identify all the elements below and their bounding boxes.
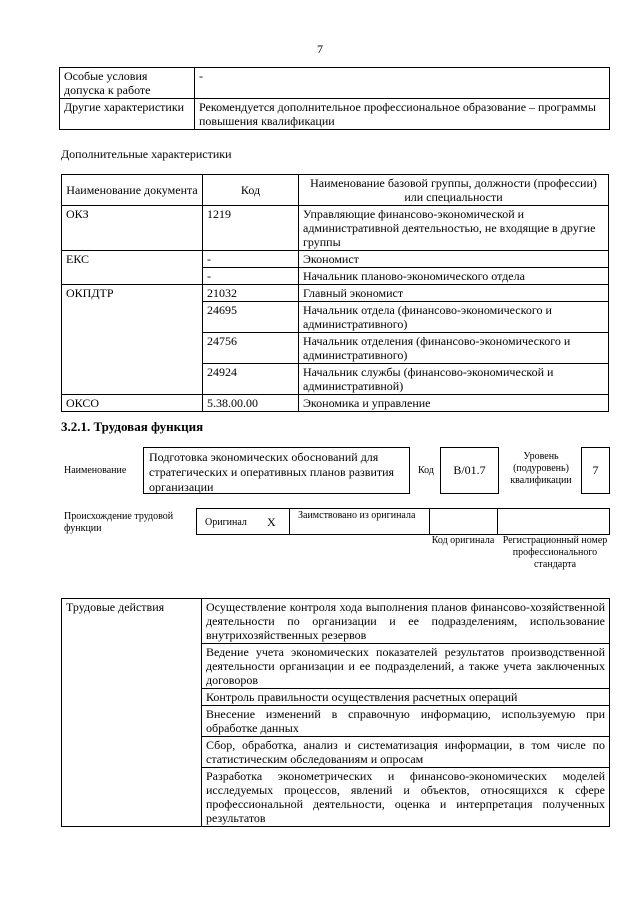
code-cell: 21032 bbox=[203, 285, 299, 302]
function-name-label: Наименование bbox=[64, 465, 127, 476]
action-item: Внесение изменений в справочную информацию, используемую при обработке данных bbox=[202, 706, 610, 737]
action-item: Разработка эконометрических и финансово-экономических моделей исследуемых процессов, явлений и объектов, относящихся к сфере профессиональной деятельности, оценка и интерпретация полученных результатов bbox=[202, 768, 610, 827]
row-label: Особые условия допуска к работе bbox=[60, 68, 195, 99]
name-cell: Главный экономист bbox=[299, 285, 609, 302]
function-level-value: 7 bbox=[581, 447, 610, 494]
table-row bbox=[60, 68, 610, 99]
original-label: Оригинал bbox=[205, 517, 247, 528]
conditions-table bbox=[59, 67, 610, 130]
name-cell: Начальник отделения (финансово-экономического и административного) bbox=[299, 333, 609, 364]
table-row bbox=[62, 599, 610, 644]
table-header-row bbox=[62, 175, 609, 206]
doc-cell: ОКСО bbox=[62, 395, 203, 412]
function-code-label: Код bbox=[418, 465, 434, 476]
name-cell: Управляющие финансово-экономической и административной деятельностью, не входящие в другие группы bbox=[299, 206, 609, 251]
origin-divider bbox=[429, 509, 430, 534]
row-label: Другие характеристики bbox=[60, 99, 195, 130]
code-cell: 1219 bbox=[203, 206, 299, 251]
doc-cell: ОКПДТР bbox=[62, 285, 203, 395]
table-row bbox=[62, 285, 609, 302]
actions-table bbox=[61, 598, 610, 827]
header-name: Наименование базовой группы, должности (профессии) или специальности bbox=[299, 175, 609, 206]
name-cell: Начальник планово-экономического отдела bbox=[299, 268, 609, 285]
origin-box bbox=[196, 508, 610, 535]
reg-caption: Регистрационный номер профессионального стандарта bbox=[502, 535, 608, 570]
table-row bbox=[62, 251, 609, 268]
page-number: 7 bbox=[317, 42, 323, 56]
function-name-value: Подготовка экономических обоснований для стратегических и оперативных планов развития организации bbox=[143, 447, 410, 494]
table-row bbox=[62, 395, 609, 412]
function-level-label: Уровень (подуровень) квалификации bbox=[510, 451, 572, 486]
origin-divider bbox=[289, 509, 290, 534]
row-value: Рекомендуется дополнительное профессиональное образование – программы повышения квалификации bbox=[195, 99, 610, 130]
code-caption: Код оригинала bbox=[431, 535, 495, 546]
row-value: - bbox=[195, 68, 610, 99]
actions-label: Трудовые действия bbox=[62, 599, 202, 827]
origin-divider bbox=[497, 509, 498, 534]
name-cell: Экономика и управление bbox=[299, 395, 609, 412]
doc-cell: ЕКС bbox=[62, 251, 203, 285]
section-heading: 3.2.1. Трудовая функция bbox=[61, 419, 204, 434]
code-cell: 24924 bbox=[203, 364, 299, 395]
original-mark: X bbox=[267, 515, 276, 529]
code-cell: 24756 bbox=[203, 333, 299, 364]
code-cell: - bbox=[203, 268, 299, 285]
borrowed-label: Заимствовано из оригинала bbox=[298, 510, 416, 521]
header-code: Код bbox=[203, 175, 299, 206]
action-item: Осуществление контроля хода выполнения планов финансово-хозяйственной деятельности по организации и ее подразделениям, использование внутрихозяйственных резервов bbox=[202, 599, 610, 644]
code-cell: - bbox=[203, 251, 299, 268]
table-row bbox=[62, 206, 609, 251]
code-cell: 5.38.00.00 bbox=[203, 395, 299, 412]
action-item: Ведение учета экономических показателей результатов производственной деятельности организации и ее подразделений, а также учета заключенных договоров bbox=[202, 644, 610, 689]
code-cell: 24695 bbox=[203, 302, 299, 333]
name-cell: Начальник службы (финансово-экономической и административной) bbox=[299, 364, 609, 395]
header-doc: Наименование документа bbox=[62, 175, 203, 206]
extra-table bbox=[61, 174, 609, 412]
doc-cell: ОКЗ bbox=[62, 206, 203, 251]
function-code-value: В/01.7 bbox=[440, 447, 499, 494]
action-item: Контроль правильности осуществления расчетных операций bbox=[202, 689, 610, 706]
origin-label: Происхождение трудовой функции bbox=[64, 511, 174, 534]
name-cell: Экономист bbox=[299, 251, 609, 268]
table-row bbox=[60, 99, 610, 130]
action-item: Сбор, обработка, анализ и систематизация информации, в том числе по статистическим обследованиям и опросам bbox=[202, 737, 610, 768]
extra-heading: Дополнительные характеристики bbox=[61, 147, 232, 161]
name-cell: Начальник отдела (финансово-экономического и административного) bbox=[299, 302, 609, 333]
